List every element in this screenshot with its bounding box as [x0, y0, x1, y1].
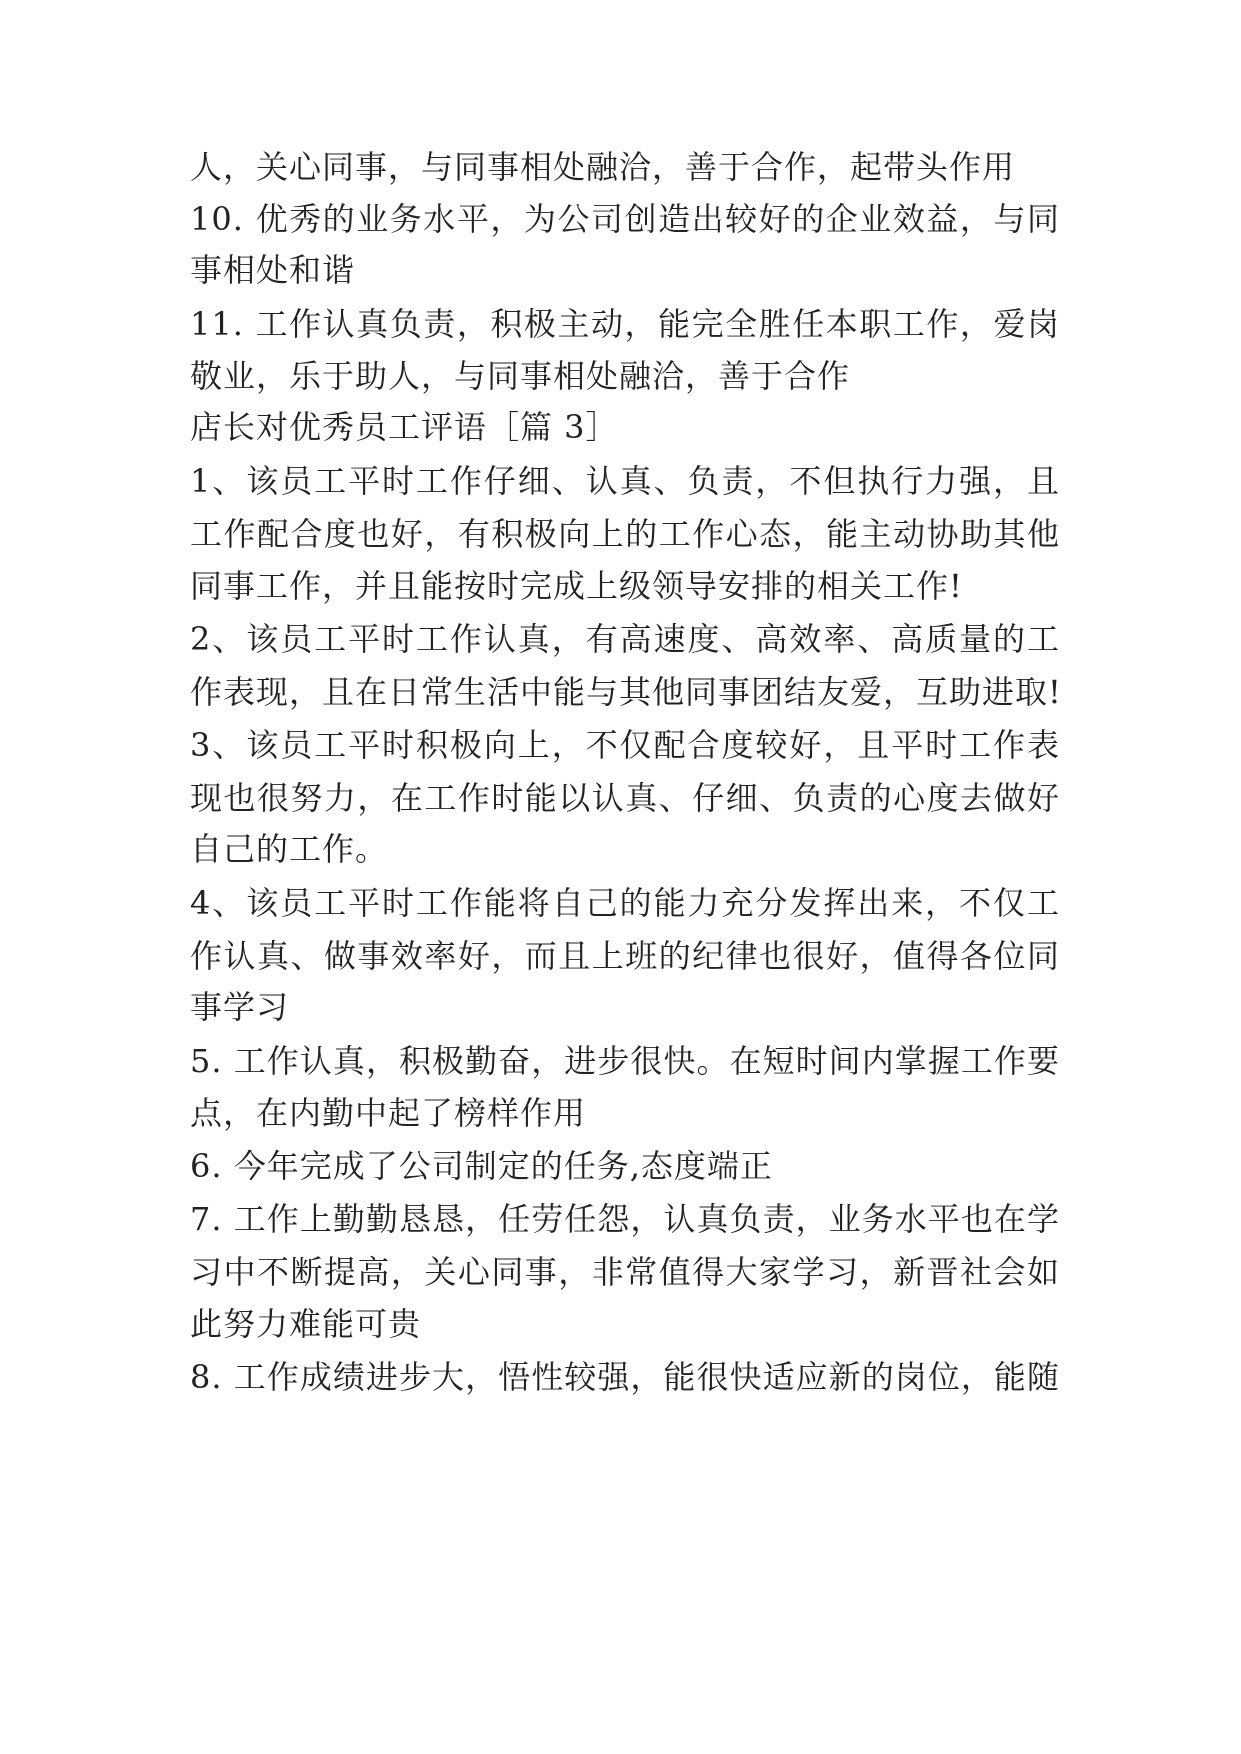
text-line: 敬业，乐于助人，与同事相处融洽，善于合作 — [190, 357, 851, 395]
text-line: 同事工作，并且能按时完成上级领导安排的相关工作! — [190, 567, 963, 605]
text-line: 自己的工作。 — [190, 830, 389, 868]
text-line: 1、该员工平时工作仔细、认真、负责，不但执行力强，且 — [190, 462, 1060, 500]
text-line: 事相处和谐 — [190, 251, 356, 289]
text-line: 2、该员工平时工作认真，有高速度、高效率、高质量的工 — [190, 620, 1060, 658]
text-line: 5. 工作认真，积极勤奋，进步很快。在短时间内掌握工作要 — [190, 1042, 1060, 1080]
text-line: 现也很努力，在工作时能以认真、仔细、负责的心度去做好 — [190, 779, 1060, 817]
text-line: 工作配合度也好，有积极向上的工作心态，能主动协助其他 — [190, 515, 1060, 553]
text-line: 11. 工作认真负责，积极主动，能完全胜任本职工作，爱岗 — [190, 305, 1060, 343]
text-line: 7. 工作上勤勤恳恳，任劳任怨，认真负责，业务水平也在学 — [190, 1200, 1060, 1238]
text-line: 此努力难能可贵 — [190, 1305, 422, 1343]
text-line: 8. 工作成绩进步大，悟性较强，能很快适应新的岗位，能随 — [190, 1358, 1060, 1396]
text-line: 6. 今年完成了公司制定的任务,态度端正 — [190, 1147, 773, 1185]
text-line: 4、该员工平时工作能将自己的能力充分发挥出来，不仅工 — [190, 884, 1060, 922]
text-line: 点，在内勤中起了榜样作用 — [190, 1094, 587, 1132]
section-heading: 店长对优秀员工评语［篇 3］ — [190, 408, 619, 446]
text-line: 人，关心同事，与同事相处融洽，善于合作，起带头作用 — [190, 148, 1016, 186]
text-line: 习中不断提高，关心同事，非常值得大家学习，新晋社会如 — [190, 1253, 1060, 1291]
text-line: 作表现，且在日常生活中能与其他同事团结友爱，互助进取! — [190, 673, 1062, 711]
text-line: 作认真、做事效率好，而且上班的纪律也很好，值得各位同 — [190, 937, 1060, 975]
text-line: 3、该员工平时积极向上，不仅配合度较好，且平时工作表 — [190, 726, 1060, 764]
text-line: 事学习 — [190, 988, 290, 1026]
text-line: 10. 优秀的业务水平，为公司创造出较好的企业效益，与同 — [190, 200, 1060, 238]
